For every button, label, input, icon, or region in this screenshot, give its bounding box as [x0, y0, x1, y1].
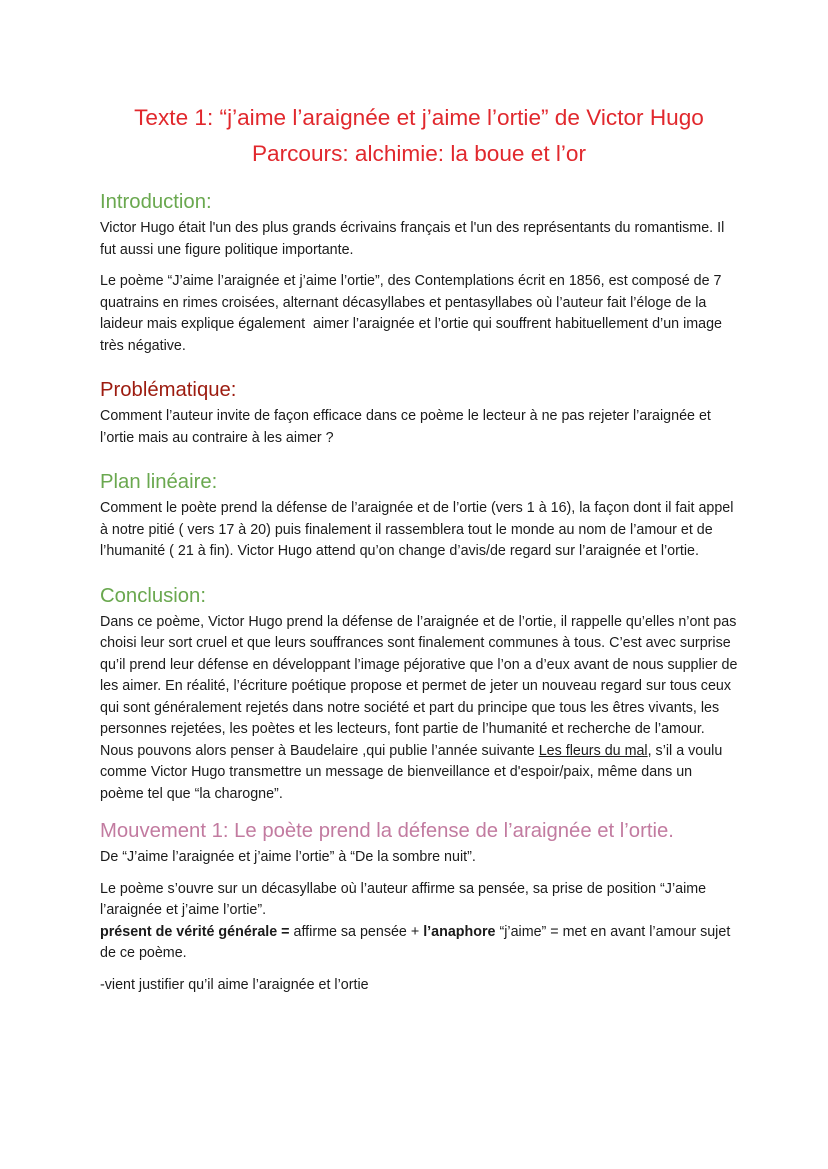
mouvement1-analysis-line [100, 922, 738, 965]
mouvement1-opening-paragraph: Le poème s’ouvre sur un décasyllabe où l’auteur affirme sa pensée, sa prise de position “J’aime l’araignée et j’aime l’ortie”. [100, 880, 711, 918]
term-anaphore: l’anaphore [423, 923, 496, 940]
introduction-paragraph-1: Victor Hugo était l'un des plus grands écrivains français et l'un des représentants du romantisme. Il fut aussi une figure politique importante. [100, 220, 729, 258]
analysis-mid-text: affirme sa pensée + [289, 923, 424, 940]
section-heading-conclusion: Conclusion: [100, 584, 206, 607]
document-title [100, 100, 738, 172]
section-heading-mouvement-1: Mouvement 1: Le poète prend la défense de l’araignée et l’ortie. [100, 820, 674, 842]
term-present-de-verite-generale: présent de vérité générale = [100, 923, 290, 940]
conclusion-text-before-underline: Dans ce poème, Victor Hugo prend la défense de l’araignée et de l’ortie, il rappelle qu’elles n’ont pas choisi leur sort cruel et que leurs souffrances sont finalement communes à tous. C’est avec surprise qu’il prend leur défense en développant l’image péjorative que l’on a d’eux avant de nous supplier de les aimer. En réalité, l’écriture poétique propose et permet de jeter un nouveau regard sur tous ceux qui sont généralement rejetés dans notre société et part du principe que tous les êtres vivants, les personnes rejetées, les poètes et les lecteurs, font partie de l’humanité et recherche de l’amour. Nous pouvons alors penser à Baudelaire ,qui publie l’année suivante [100, 613, 742, 759]
conclusion-paragraph [100, 612, 742, 806]
section-heading-introduction: Introduction: [100, 191, 212, 213]
section-heading-plan-lineaire: Plan linéaire: [100, 471, 218, 493]
mouvement1-dash-note: -vient justifier qu’il aime l’araignée et l’ortie [100, 976, 369, 993]
section-heading-problematique: Problématique: [100, 379, 237, 401]
problematique-paragraph: Comment l’auteur invite de façon efficace dans ce poème le lecteur à ne pas rejeter l’araignée et l’ortie mais au contraire à les aimer ? [100, 408, 715, 446]
mouvement1-verse-range-line: De “J’aime l’araignée et j’aime l’ortie” à “De la sombre nuit”. [100, 849, 476, 865]
analysis-tail-text: “j’aime” = met en avant l’amour sujet de ce poème. [100, 923, 735, 961]
plan-lineaire-paragraph: Comment le poète prend la défense de l’araignée et de l’ortie (vers 1 à 16), la façon dont il fait appel à notre pitié ( vers 17 à 20) puis finalement il rassemblera tout le monde au nom de l’amour et de l’humanité ( 21 à fin). Victor Hugo attend qu’on change d’avis/de regard sur l’araignée et l’ortie. [100, 500, 738, 559]
document-title-line-2: Parcours: alchimie: la boue et l’or [251, 141, 587, 166]
introduction-paragraph-2: Le poème “J’aime l’araignée et j’aime l’ortie”, des Contemplations écrit en 1856, est composé de 7 quatrains en rimes croisées, alternant décasyllabes et pentasyllabes où l’auteur fait l’éloge de la laideur mais explique également aimer l’araignée et l’ortie qui souffrent habituellement d’un image très négative. [100, 273, 726, 354]
conclusion-text-after-underline: , s’il a voulu comme Victor Hugo transmettre un message de bienveillance et d'espoir/paix, même dans un poème tel que “la charogne”. [100, 742, 727, 802]
document-title-line-1: Texte 1: “j’aime l’araignée et j’aime l’ortie” de Victor Hugo [134, 105, 704, 130]
book-title-les-fleurs-du-mal: Les fleurs du mal [538, 742, 648, 759]
